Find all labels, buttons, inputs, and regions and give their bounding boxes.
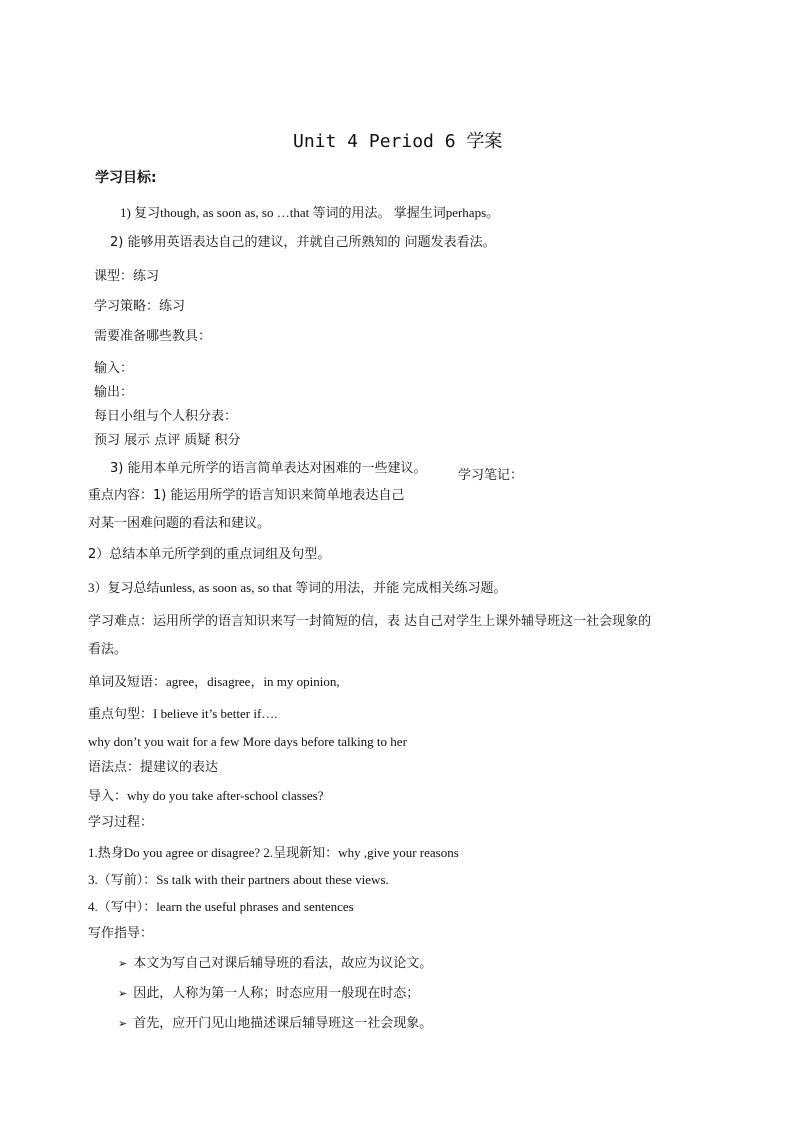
guide-text-3: 首先，应开门见山地描述课后辅导班这一社会现象。	[133, 1016, 433, 1031]
step-4: 4.（写中）：learn the useful phrases and sentences	[88, 899, 354, 914]
lead-in: 导入：why do you take after-school classes?	[88, 788, 324, 803]
notes-label: 学习笔记：	[458, 468, 524, 483]
key-sentence-2: why don’t you wait for a few More days before talking to her	[88, 734, 407, 749]
key-content-1: 重点内容：1) 能运用所学的语言知识来简单地表达自己	[88, 488, 405, 503]
grammar-point: 语法点：提建议的表达	[88, 760, 219, 775]
learning-process: 学习过程：	[88, 815, 154, 830]
input-label: 输入：	[94, 361, 134, 376]
score-items: 预习 展示 点评 质疑 积分	[94, 433, 241, 448]
lesson-type: 课型：练习	[94, 269, 160, 284]
difficulty-line-1: 学习难点：运用所学的语言知识来写一封简短的信，表 达自己对学生上课外辅导班这一社会现象的	[88, 614, 652, 629]
objective-3: 3) 能用本单元所学的语言简单表达对困难的一些建议。	[110, 461, 427, 476]
learning-strategy: 学习策略：练习	[94, 299, 186, 314]
output-label: 输出：	[94, 385, 134, 400]
objective-2: 2) 能够用英语表达自己的建议，并就自己所熟知的 问题发表看法。	[110, 235, 496, 250]
guide-item-1	[118, 956, 432, 972]
guide-item-3	[118, 1016, 432, 1032]
writing-guide: 写作指导：	[88, 926, 154, 941]
key-content-3: 3）复习总结unless, as soon as, so that 等词的用法，并能 完成相关练习题。	[88, 580, 507, 595]
teaching-tools: 需要准备哪些教具：	[94, 329, 212, 344]
vocabulary: 单词及短语：agree，disagree，in my opinion,	[88, 674, 340, 689]
key-sentence-1: 重点句型：I believe it’s better if….	[88, 706, 278, 721]
guide-text-2: 因此，人称为第一人称；时态应用一般现在时态；	[133, 986, 420, 1001]
step-3: 3.（写前）：Ss talk with their partners about these views.	[88, 872, 389, 887]
step-1-2: 1.热身Do you agree or disagree? 2.呈现新知：why ,give your reasons	[88, 845, 459, 860]
objective-1: 1) 复习though, as soon as, so …that 等词的用法。 掌握生词perhaps。	[120, 205, 500, 220]
score-table-label: 每日小组与个人积分表：	[94, 409, 238, 424]
key-content-2: 2）总结本单元所学到的重点词组及句型。	[88, 547, 331, 562]
key-content-1b: 对某一困难问题的看法和建议。	[88, 516, 271, 531]
guide-item-2	[118, 986, 419, 1002]
difficulty-line-2: 看法。	[88, 642, 128, 657]
page-title: Unit 4 Period 6 学案	[293, 131, 503, 152]
guide-text-1: 本文为写自己对课后辅导班的看法，故应为议论文。	[133, 956, 433, 971]
objectives-heading: 学习目标:	[95, 170, 157, 186]
